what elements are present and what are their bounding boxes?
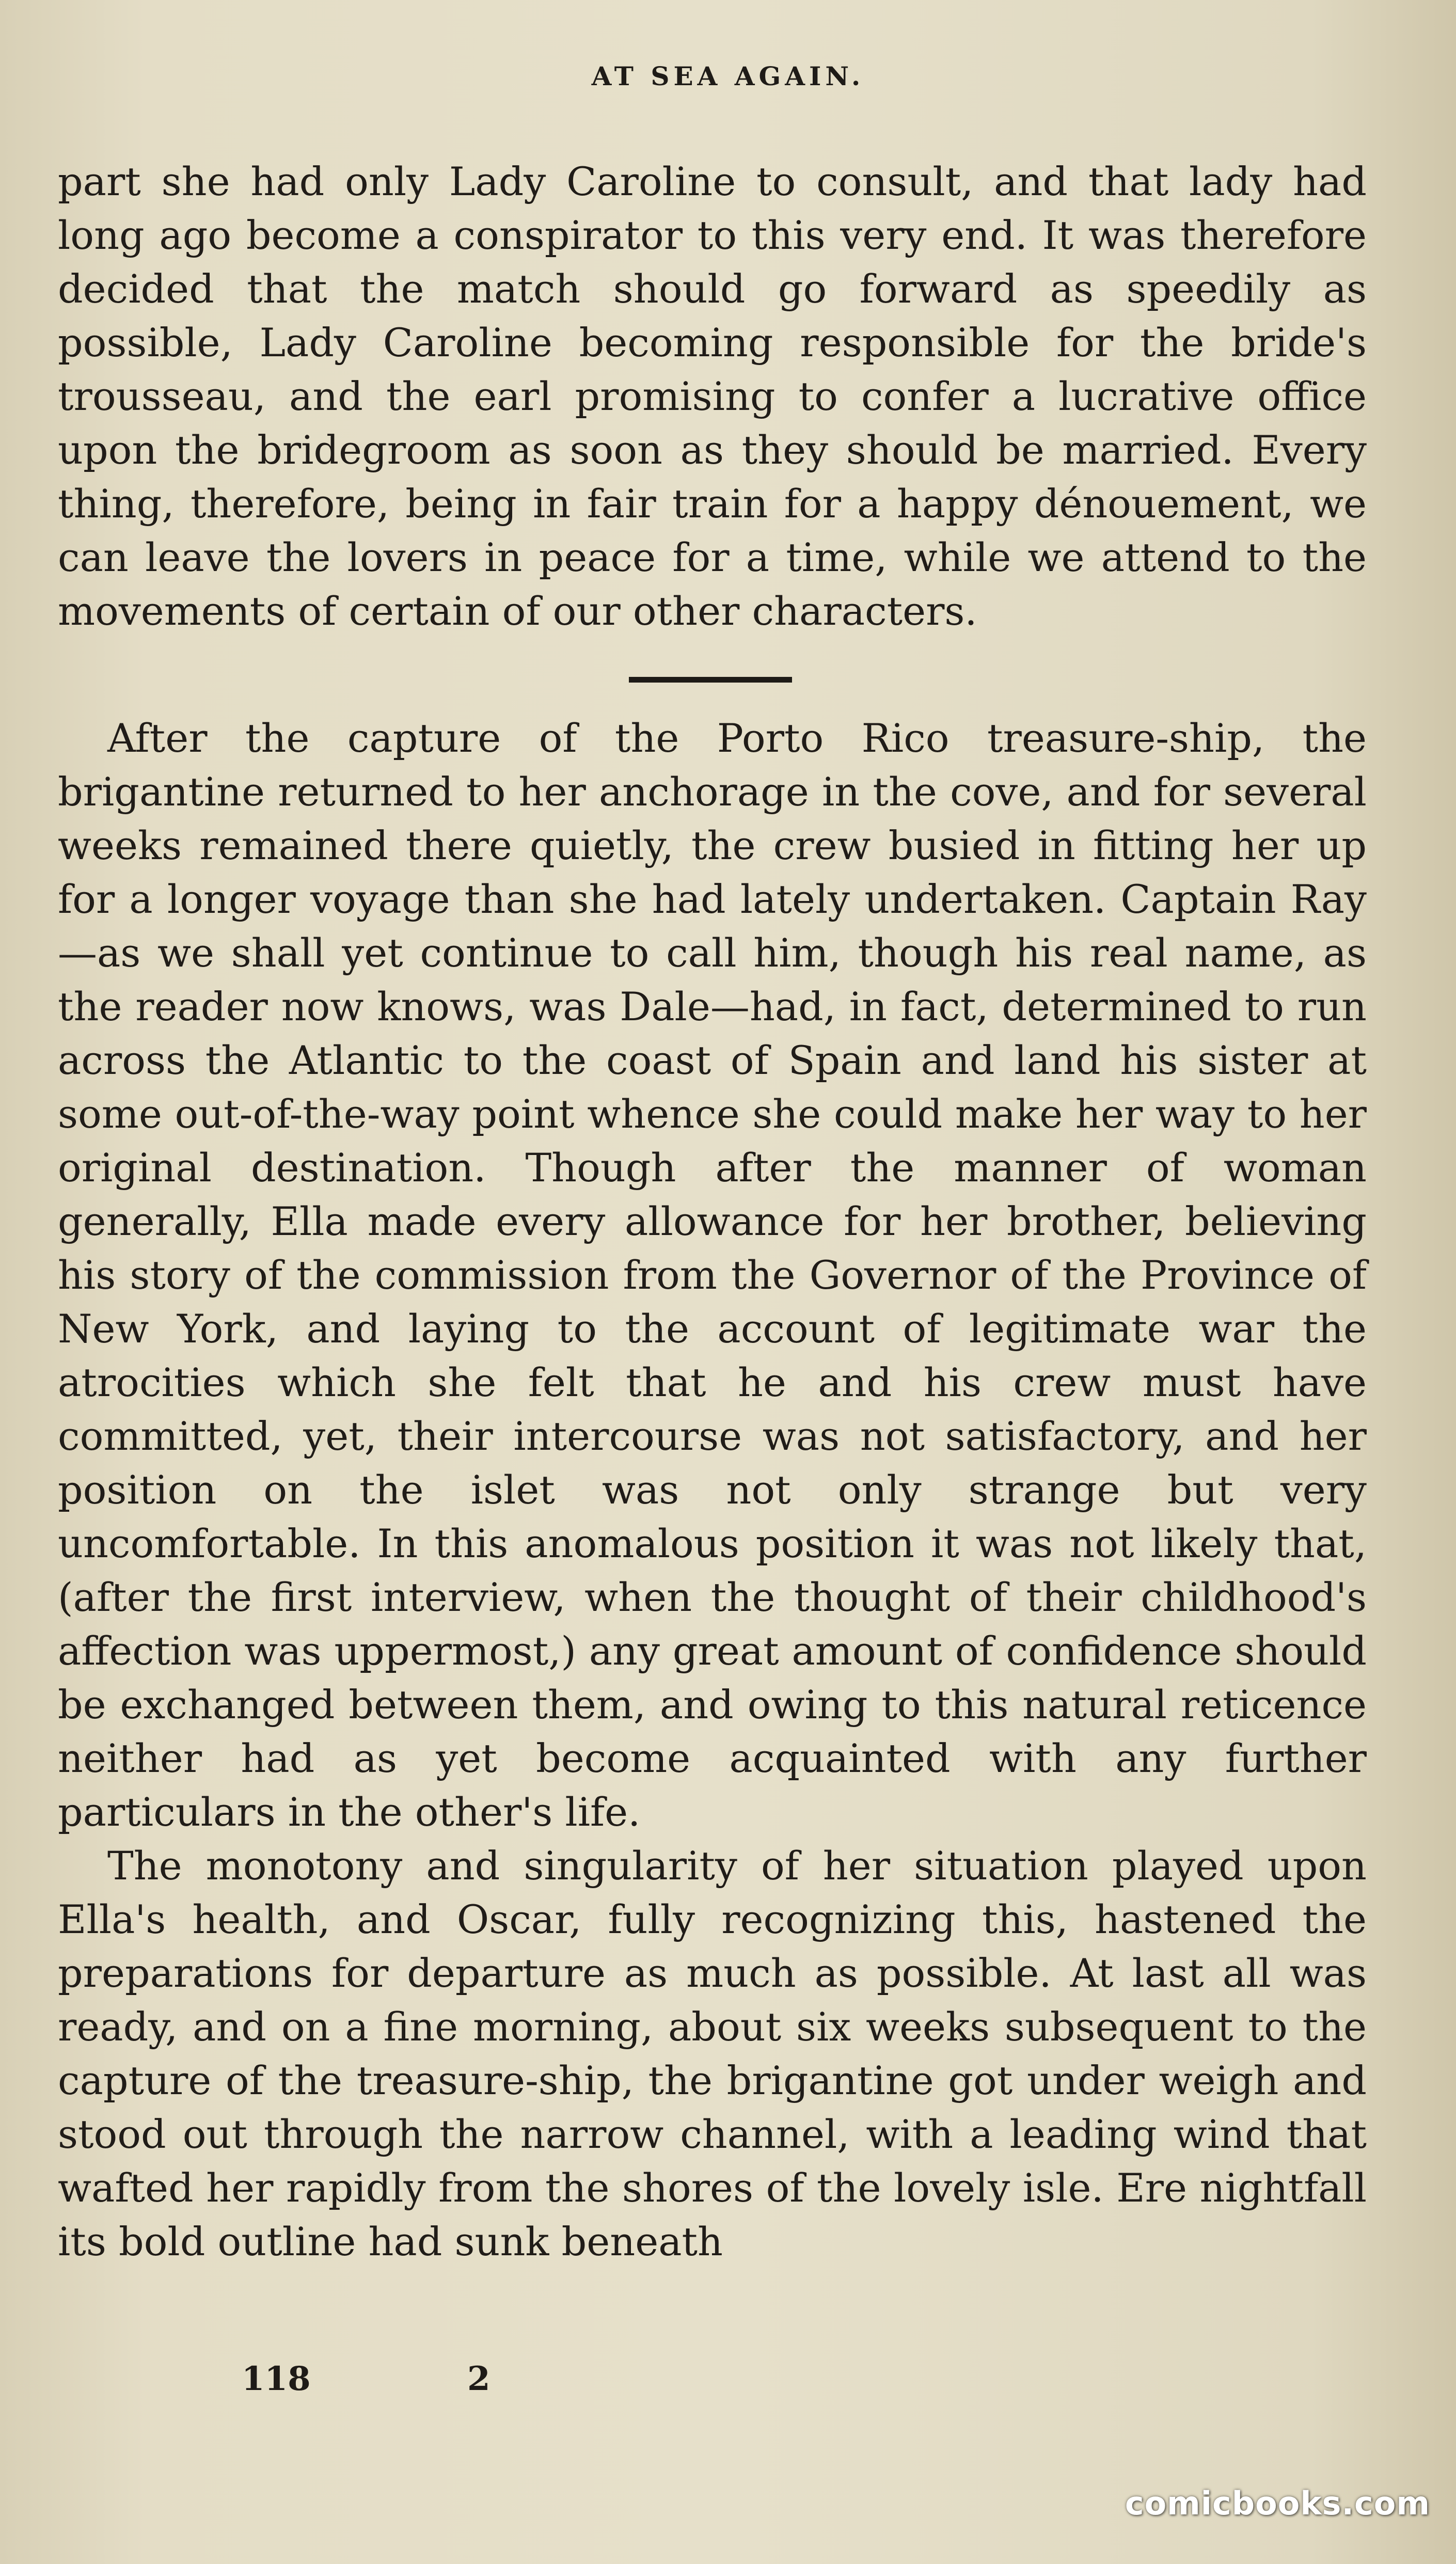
running-head: AT SEA AGAIN. bbox=[591, 61, 865, 91]
page-number: 118 bbox=[242, 2360, 311, 2398]
watermark: comicbooks.com bbox=[1125, 2484, 1430, 2522]
text-block-top bbox=[58, 155, 1367, 638]
signature-mark: 2 bbox=[467, 2360, 490, 2398]
section-divider bbox=[629, 677, 792, 683]
paragraph: The monotony and singularity of her situation played upon Ella's health, and Oscar, fully recognizing this, hastened the preparations for departure as much as possible. At last all was ready, and on a fine morning, about six weeks subsequent to the capture of the treasure-ship, the brigantine got under weigh and stood out through the narrow channel, with a leading wind that wafted her rapidly from the shores of the lovely isle. Ere nightfall its bold outline had sunk beneath bbox=[58, 1843, 1367, 2265]
paragraph: After the capture of the Porto Rico treasure-ship, the brigantine returned to her anchorage in the cove, and for several weeks remained there quietly, the crew busied in fitting her up for a longer voyage than she had lately undertaken. Captain Ray—as we shall yet continue to call him, though his real name, as the reader now knows, was Dale—had, in fact, determined to run across the Atlantic to the coast of Spain and land his sister at some out-of-the-way point whence she could make her way to her original destination. Though after the manner of woman generally, Ella made every allowance for her brother, believing his story of the commission from the Governor of the Province of New York, and laying to the account of legitimate war the atrocities which she felt that he and his crew must have committed, yet, their intercourse was not satisfactory, and her position on the islet was not only strange but very uncomfortable. In this anomalous position it was not likely that, (after the first interview, when the thought of their childhood's affection was uppermost,) any great amount of confidence should be exchanged between them, and owing to this natural reticence neither had as yet become acquainted with any further particulars in the other's life. bbox=[58, 715, 1367, 1835]
paragraph: part she had only Lady Caroline to consult, and that lady had long ago become a conspirator to this very end. It was therefore decided that the match should go forward as speedily as possible, Lady Caroline becoming responsible for the bride's trousseau, and the earl promising to confer a lucrative office upon the bridegroom as soon as they should be married. Every thing, therefore, being in fair train for a happy dénouement, we can leave the lovers in peace for a time, while we attend to the movements of certain of our other characters. bbox=[58, 159, 1367, 634]
text-block-bottom bbox=[58, 711, 1367, 2269]
